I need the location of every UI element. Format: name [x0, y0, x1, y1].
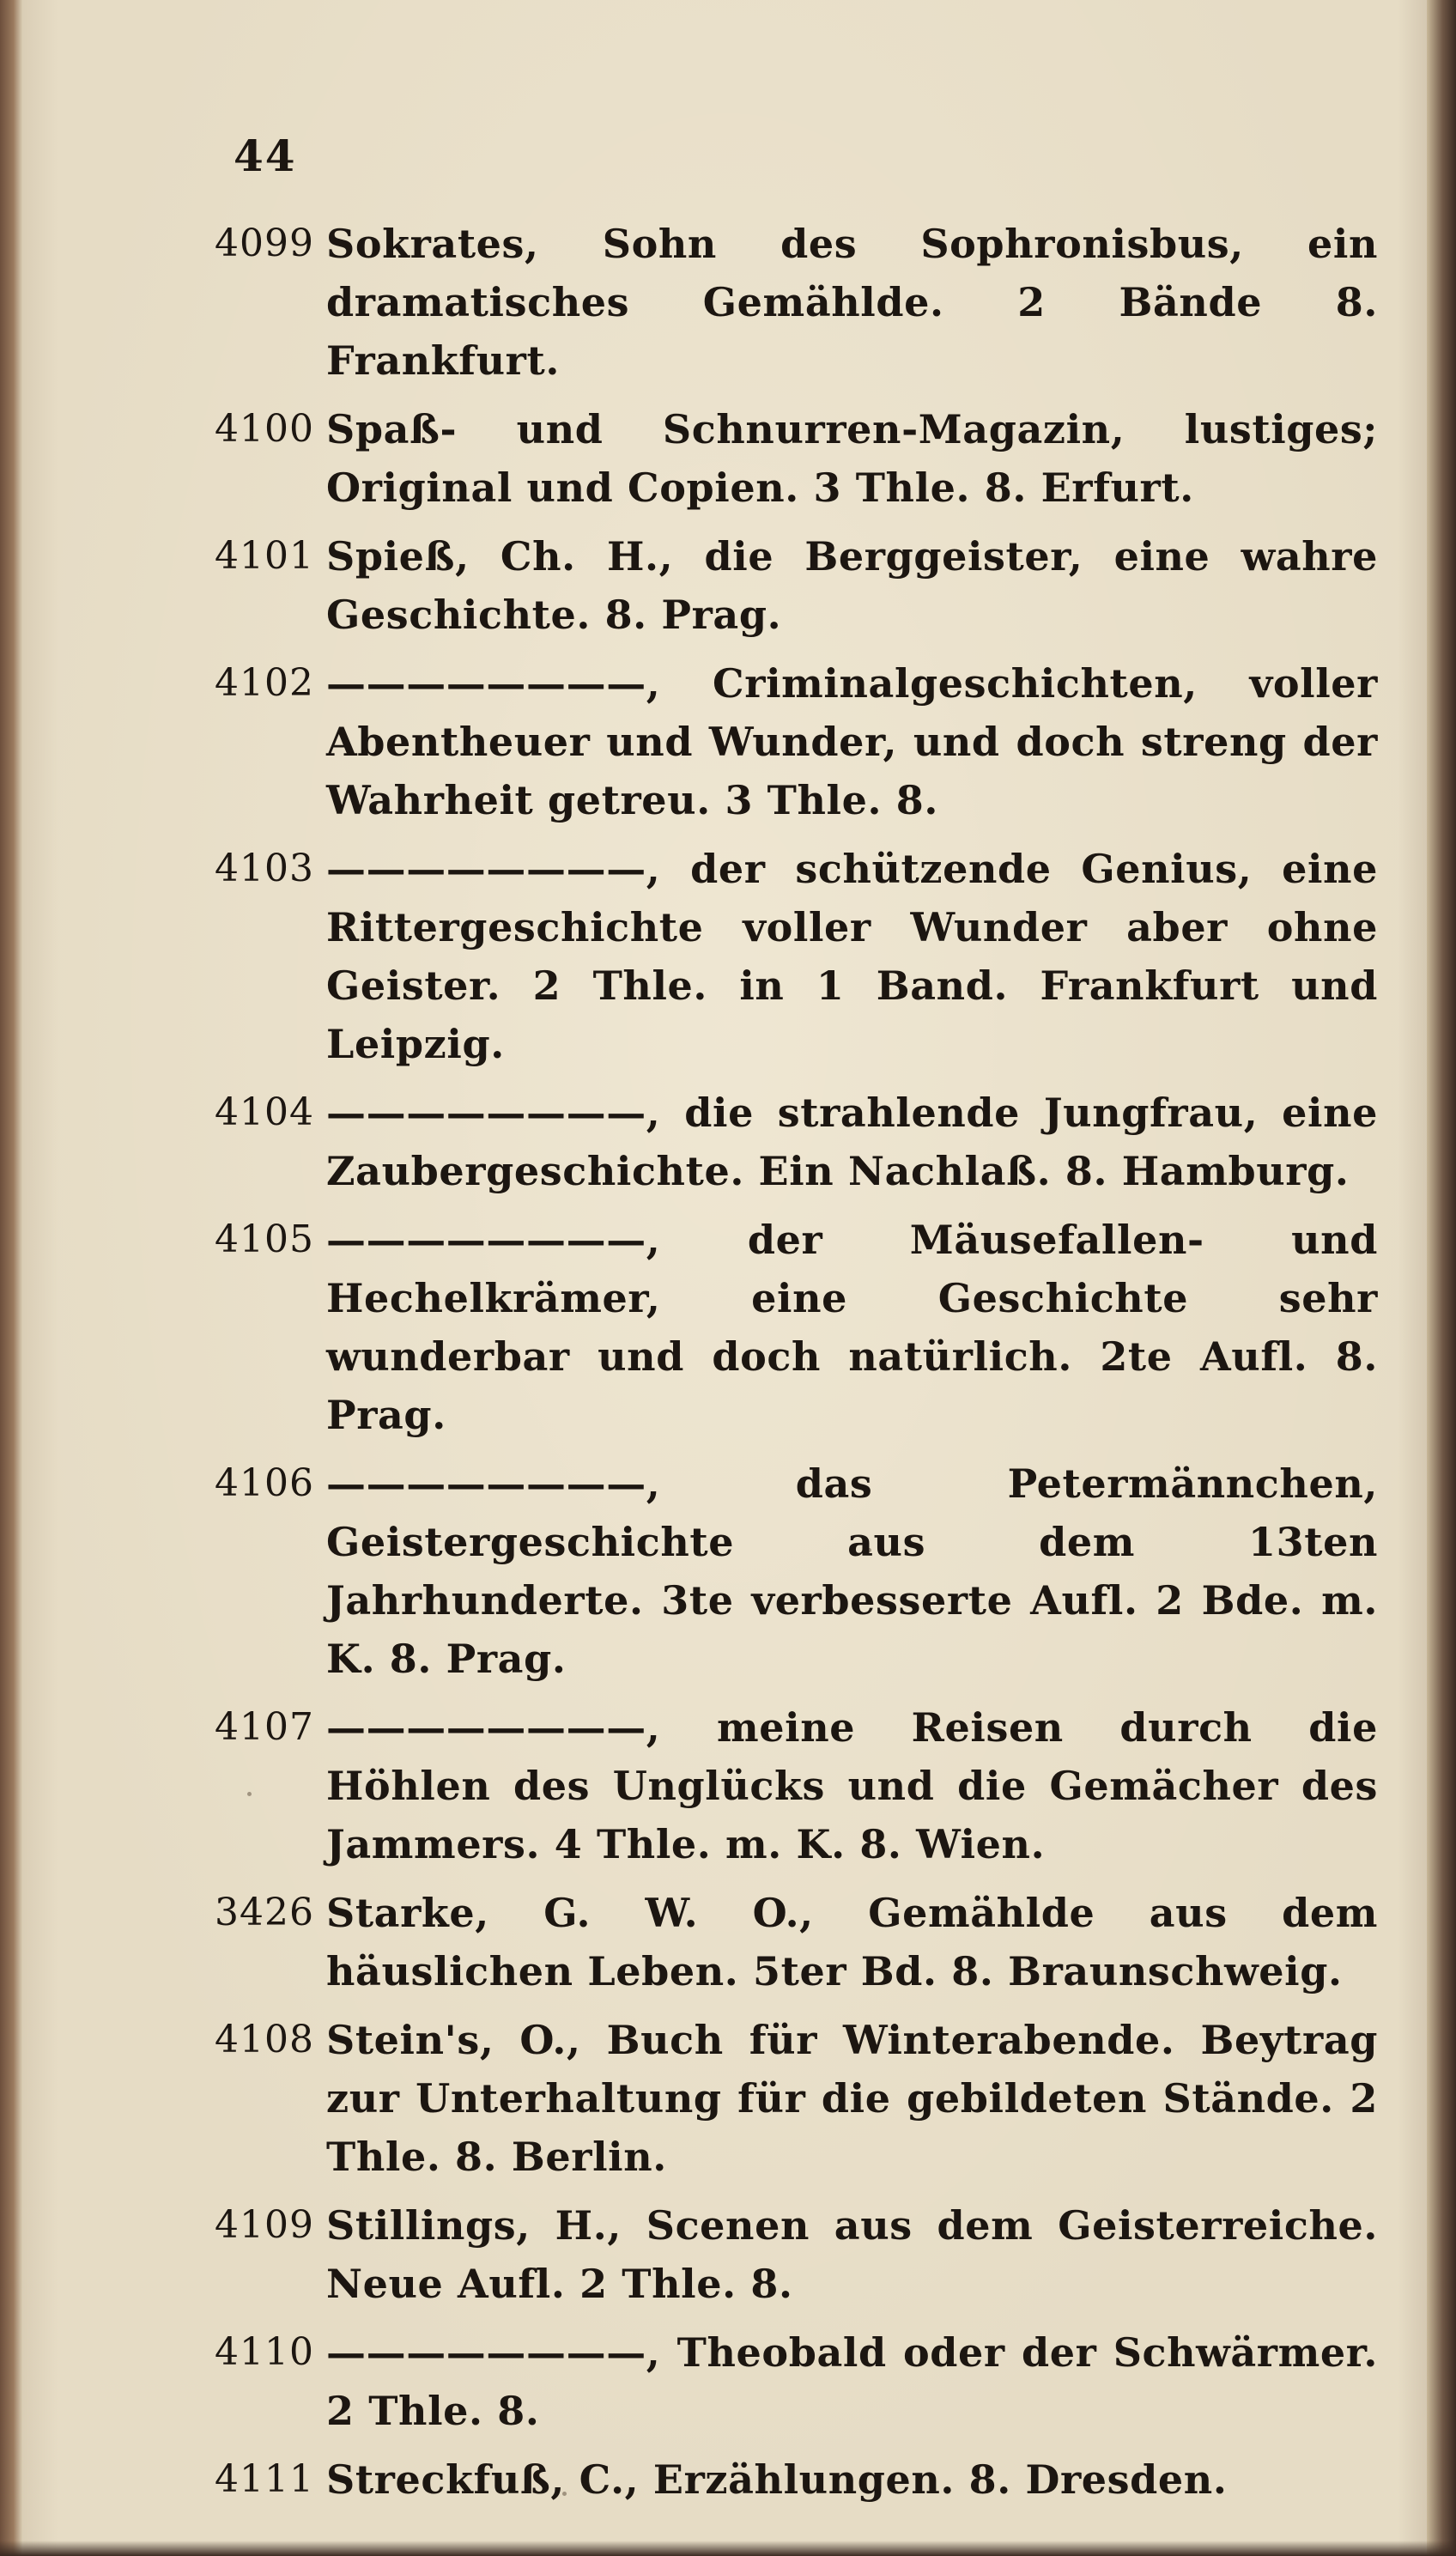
entry-number: 3426 — [215, 1891, 314, 1934]
entry-text: Sokrates, Sohn des Sophronisbus, ein dramatisches Gemählde. 2 Bände 8. Frankfurt. — [326, 221, 1378, 384]
entry-text: Spieß, Ch. H., die Berggeister, eine wahre Geschichte. 8. Prag. — [326, 533, 1378, 638]
page-edge-bottom — [0, 2541, 1456, 2556]
entry-text: ————————, Criminalgeschichten, voller Abentheuer und Wunder, und doch streng der Wahrheit getreu. 3 Thle. 8. — [326, 660, 1378, 823]
entry-text: ————————, das Petermännchen, Geistergeschichte aus dem 13ten Jahrhunderte. 3te verbesserte Aufl. 2 Bde. m. K. 8. Prag. — [326, 1460, 1378, 1682]
book-spine-edge — [0, 0, 22, 2556]
catalog-entry — [215, 400, 1378, 517]
entry-number: 4101 — [215, 534, 314, 578]
entry-text: Starke, G. W. O., Gemählde aus dem häuslichen Leben. 5ter Bd. 8. Braunschweig. — [326, 1890, 1378, 1994]
catalog-entry — [215, 2450, 1378, 2509]
entry-text: ————————, der schützende Genius, eine Rittergeschichte voller Wunder aber ohne Geister. 2 Thle. in 1 Band. Frankfurt und Leipzig. — [326, 846, 1378, 1067]
entry-number: 4109 — [215, 2203, 314, 2247]
entry-number: 4111 — [215, 2457, 314, 2501]
entry-number: 4107 — [215, 1705, 314, 1749]
entry-text: Streckfuß, C., Erzählungen. 8. Dresden. — [326, 2456, 1228, 2503]
entry-number: 4102 — [215, 661, 314, 705]
entry-text: Spaß- und Schnurren-Magazin, lustiges; Original und Copien. 3 Thle. 8. Erfurt. — [326, 406, 1378, 511]
catalog-entry — [215, 840, 1378, 1073]
entry-text: Stillings, H., Scenen aus dem Geisterreiche. Neue Aufl. 2 Thle. 8. — [326, 2202, 1378, 2307]
catalog-entry — [215, 2323, 1378, 2440]
catalog-entry — [215, 1084, 1378, 1200]
entry-text: ————————, meine Reisen durch die Höhlen des Unglücks und die Gemächer des Jammers. 4 Thle. m. K. 8. Wien. — [326, 1704, 1378, 1867]
catalog-entry — [215, 1454, 1378, 1688]
entry-number: 4110 — [215, 2330, 314, 2374]
page-edge-right — [1427, 0, 1456, 2556]
catalog-entry — [215, 1698, 1378, 1873]
catalog-entry — [215, 2196, 1378, 2313]
catalog-entry — [215, 2011, 1378, 2186]
catalog-entry — [215, 527, 1378, 644]
catalog-entry — [215, 1211, 1378, 1444]
entry-number: 4099 — [215, 222, 314, 265]
catalog-entry-list — [215, 215, 1378, 2519]
entry-number: 4103 — [215, 847, 314, 890]
page-number: 44 — [234, 131, 297, 181]
entry-text: ————————, der Mäusefallen- und Hechelkrämer, eine Geschichte sehr wunderbar und doch natürlich. 2te Aufl. 8. Prag. — [326, 1217, 1378, 1438]
catalog-entry — [215, 215, 1378, 390]
entry-text: ————————, die strahlende Jungfrau, eine Zaubergeschichte. Ein Nachlaß. 8. Hamburg. — [326, 1090, 1378, 1194]
entry-number: 4104 — [215, 1090, 314, 1134]
catalog-entry — [215, 654, 1378, 829]
entry-number: 4105 — [215, 1217, 314, 1261]
entry-number: 4108 — [215, 2018, 314, 2061]
catalog-entry — [215, 1884, 1378, 2000]
entry-text: ————————, Theobald oder der Schwärmer. 2 Thle. 8. — [326, 2329, 1378, 2434]
entry-text: Stein's, O., Buch für Winterabende. Beytrag zur Unterhaltung für die gebildeten Stände. 2 Thle. 8. Berlin. — [326, 2017, 1378, 2180]
entry-number: 4106 — [215, 1461, 314, 1505]
entry-number: 4100 — [215, 407, 314, 451]
